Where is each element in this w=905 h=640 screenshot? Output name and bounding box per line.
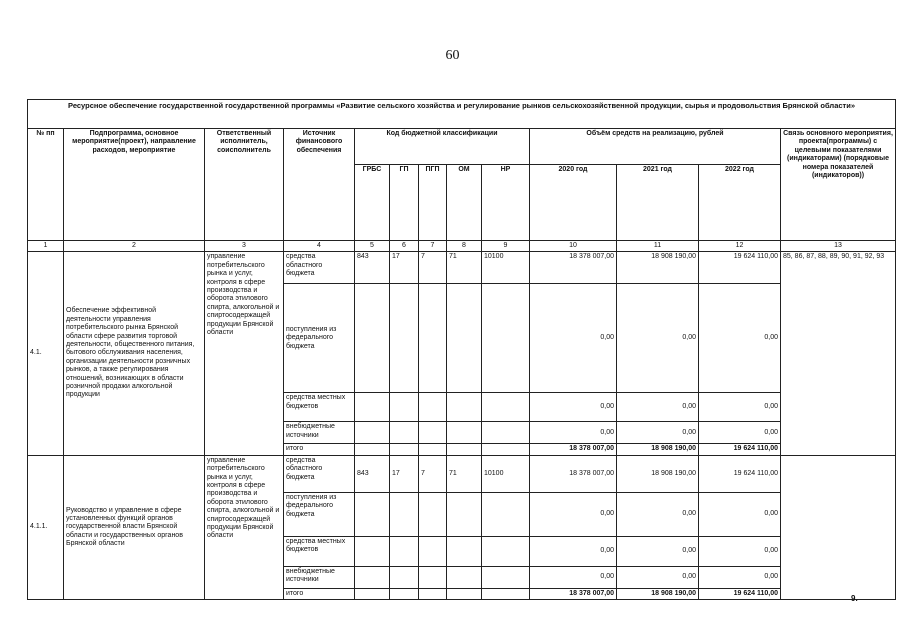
cell-pgp: 7	[419, 455, 447, 492]
table-row	[28, 455, 896, 492]
header-name: Подпрограмма, основное мероприятие(проект), направление расходов, мероприятие	[64, 129, 205, 241]
cell-pgp	[419, 566, 447, 588]
cell-pgp	[419, 422, 447, 444]
col-number: 4	[284, 241, 355, 252]
header-source: Источник финансового обеспечения	[284, 129, 355, 241]
col-number: 7	[419, 241, 447, 252]
cell-2021: 18 908 190,00	[617, 455, 699, 492]
header-2022: 2022 год	[699, 165, 781, 241]
col-number: 11	[617, 241, 699, 252]
cell-om	[447, 588, 482, 599]
cell-grbs	[355, 492, 390, 536]
cell-grbs	[355, 536, 390, 566]
row-source: поступления из федерального бюджета	[284, 492, 355, 536]
cell-2021: 0,00	[617, 393, 699, 422]
cell-np	[482, 422, 530, 444]
col-number: 6	[390, 241, 419, 252]
row-number: 4.1.1.	[28, 455, 64, 599]
row-source: средства местных бюджетов	[284, 393, 355, 422]
header-grbs: ГРБС	[355, 165, 390, 241]
cell-2020: 0,00	[530, 393, 617, 422]
row-link: 85, 86, 87, 88, 89, 90, 91, 92, 93	[781, 252, 896, 455]
cell-2020: 0,00	[530, 566, 617, 588]
cell-om	[447, 566, 482, 588]
cell-2020: 0,00	[530, 492, 617, 536]
col-number: 2	[64, 241, 205, 252]
cell-grbs	[355, 422, 390, 444]
row-link	[781, 455, 896, 599]
header-num: № пп	[28, 129, 64, 241]
col-number: 3	[205, 241, 284, 252]
page-number: 60	[445, 48, 460, 63]
cell-om: 71	[447, 455, 482, 492]
col-number: 5	[355, 241, 390, 252]
row-executor: управление потребительского рынка и услуг, контроля в сфере производства и оборота этилового спирта, алкогольной и спиртосодержащей продукции Брянской области	[205, 455, 284, 599]
header-executor: Ответственный исполнитель, соисполнитель	[205, 129, 284, 241]
row-source: средства местных бюджетов	[284, 536, 355, 566]
handwritten-mark: 9.	[851, 594, 858, 603]
row-source: итого	[284, 588, 355, 599]
cell-gp	[390, 284, 419, 393]
cell-om	[447, 444, 482, 455]
cell-2020: 18 378 007,00	[530, 588, 617, 599]
cell-2022: 0,00	[699, 492, 781, 536]
cell-grbs	[355, 284, 390, 393]
cell-np	[482, 566, 530, 588]
cell-gp	[390, 492, 419, 536]
cell-pgp	[419, 588, 447, 599]
header-volume: Объём средств на реализацию, рублей	[530, 129, 781, 165]
header-np: НР	[482, 165, 530, 241]
cell-gp	[390, 588, 419, 599]
cell-grbs	[355, 444, 390, 455]
cell-gp: 17	[390, 252, 419, 284]
cell-np	[482, 536, 530, 566]
row-executor: управление потребительского рынка и услуг, контроля в сфере производства и оборота этилового спирта, алкогольной и спиртосодержащей продукции Брянской области	[205, 252, 284, 455]
cell-2021: 0,00	[617, 492, 699, 536]
cell-np	[482, 444, 530, 455]
cell-2020: 0,00	[530, 422, 617, 444]
header-gp: ГП	[390, 165, 419, 241]
cell-2022: 0,00	[699, 284, 781, 393]
cell-gp	[390, 422, 419, 444]
cell-grbs: 843	[355, 252, 390, 284]
header-om: ОМ	[447, 165, 482, 241]
col-number: 12	[699, 241, 781, 252]
row-source: внебюджетные источники	[284, 422, 355, 444]
row-source: поступления из федерального бюджета	[284, 284, 355, 393]
cell-gp	[390, 536, 419, 566]
cell-2020: 0,00	[530, 536, 617, 566]
col-number: 1	[28, 241, 64, 252]
cell-2022: 19 624 110,00	[699, 444, 781, 455]
cell-gp	[390, 444, 419, 455]
cell-grbs	[355, 393, 390, 422]
cell-om	[447, 492, 482, 536]
cell-2022: 19 624 110,00	[699, 252, 781, 284]
cell-gp	[390, 566, 419, 588]
cell-np	[482, 492, 530, 536]
row-source: средства областного бюджета	[284, 455, 355, 492]
cell-pgp: 7	[419, 252, 447, 284]
cell-om	[447, 284, 482, 393]
cell-np: 10100	[482, 252, 530, 284]
cell-pgp	[419, 393, 447, 422]
header-2020: 2020 год	[530, 165, 617, 241]
cell-2022: 19 624 110,00	[699, 588, 781, 599]
cell-2021: 18 908 190,00	[617, 252, 699, 284]
row-name: Руководство и управление в сфере установленных функций органов государственной власти Брянской области и государственных органов Брянской области	[64, 455, 205, 599]
cell-np: 10100	[482, 455, 530, 492]
cell-grbs	[355, 566, 390, 588]
row-number: 4.1.	[28, 252, 64, 455]
cell-np	[482, 588, 530, 599]
cell-gp	[390, 393, 419, 422]
cell-2020: 18 378 007,00	[530, 455, 617, 492]
cell-2022: 0,00	[699, 393, 781, 422]
cell-2022: 19 624 110,00	[699, 455, 781, 492]
row-name: Обеспечение эффективной деятельности управления потребительского рынка Брянской области сфере развития торговой деятельности, общественного питания, бытового обслуживания населения, организации деятельности розничных рынков, а также регулирования отношений, возникающих в области розничной продажи алкогольной продукции	[64, 252, 205, 455]
cell-grbs: 843	[355, 455, 390, 492]
cell-2020: 0,00	[530, 284, 617, 393]
cell-pgp	[419, 444, 447, 455]
cell-2020: 18 378 007,00	[530, 252, 617, 284]
cell-2021: 18 908 190,00	[617, 444, 699, 455]
row-source: средства областного бюджета	[284, 252, 355, 284]
cell-pgp	[419, 536, 447, 566]
cell-gp: 17	[390, 455, 419, 492]
header-pgp: ПГП	[419, 165, 447, 241]
table-title: Ресурсное обеспечение государственной государственной программы «Развитие сельского хозяйства и регулирование рынков сельскохозяйственной продукции, сырья и продовольствия Брянской области»	[28, 100, 896, 129]
cell-2022: 0,00	[699, 536, 781, 566]
col-number: 10	[530, 241, 617, 252]
cell-pgp	[419, 492, 447, 536]
cell-2020: 18 378 007,00	[530, 444, 617, 455]
cell-2021: 18 908 190,00	[617, 588, 699, 599]
resource-table	[27, 99, 896, 600]
row-source: внебюджетные источники	[284, 566, 355, 588]
cell-pgp	[419, 284, 447, 393]
cell-om: 71	[447, 252, 482, 284]
header-budget-code: Код бюджетной классификации	[355, 129, 530, 165]
col-number: 9	[482, 241, 530, 252]
cell-om	[447, 422, 482, 444]
col-number: 13	[781, 241, 896, 252]
cell-np	[482, 284, 530, 393]
cell-np	[482, 393, 530, 422]
cell-om	[447, 536, 482, 566]
cell-om	[447, 393, 482, 422]
cell-2022: 0,00	[699, 422, 781, 444]
cell-2022: 0,00	[699, 566, 781, 588]
cell-2021: 0,00	[617, 536, 699, 566]
cell-2021: 0,00	[617, 566, 699, 588]
col-number: 8	[447, 241, 482, 252]
cell-2021: 0,00	[617, 422, 699, 444]
cell-2021: 0,00	[617, 284, 699, 393]
row-source: итого	[284, 444, 355, 455]
header-2021: 2021 год	[617, 165, 699, 241]
header-link: Связь основного мероприятия, проекта(программы) с целевыми показателями (индикаторами) (порядковые номера показателей (индикаторов))	[781, 129, 896, 241]
table-row	[28, 252, 896, 284]
cell-grbs	[355, 588, 390, 599]
